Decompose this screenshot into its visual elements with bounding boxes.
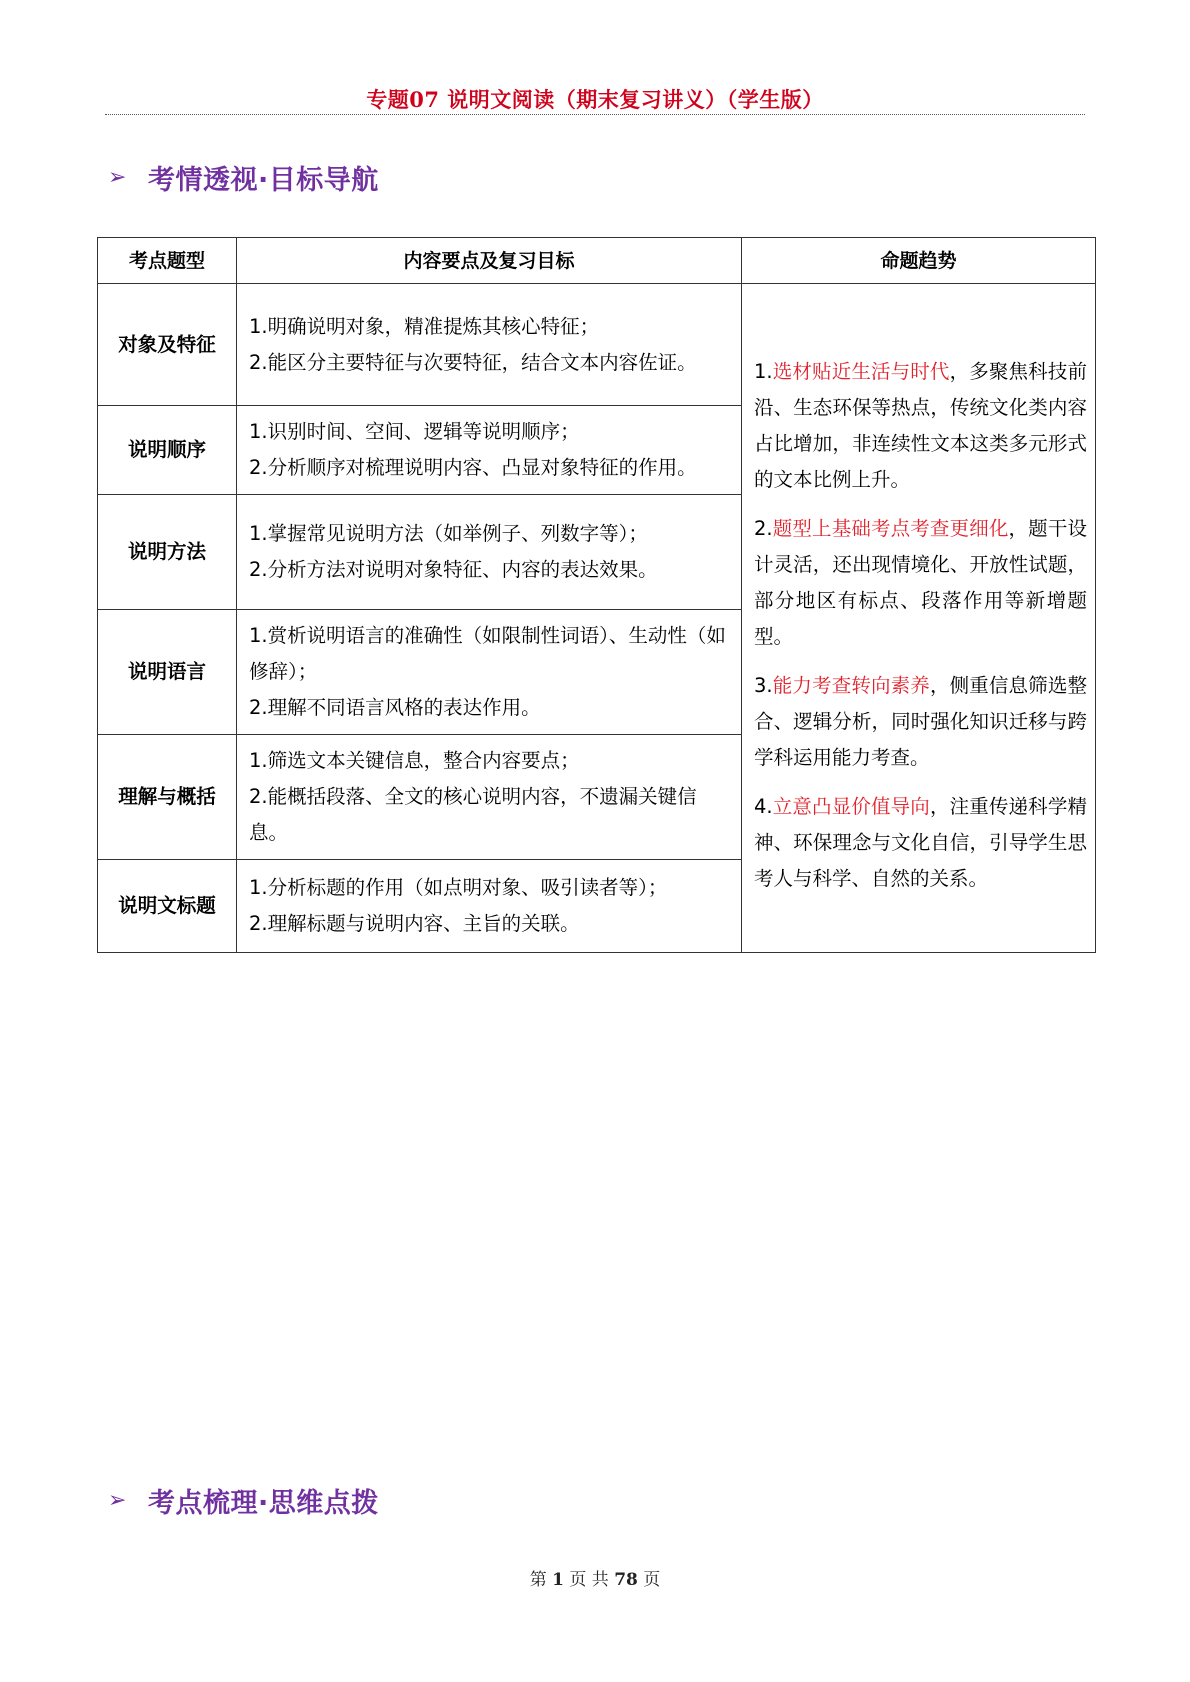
document-header (105, 84, 1085, 114)
section-title: 考情透视·目标导航 (148, 165, 379, 196)
type-cell: 对象及特征 (98, 284, 237, 406)
content-line: 1.明确说明对象，精准提炼其核心特征； (249, 314, 600, 338)
content-cell (237, 406, 742, 495)
trend-cell (742, 284, 1096, 953)
content-cell (237, 735, 742, 860)
content-cell (237, 610, 742, 735)
section-heading-exam-analysis (108, 158, 379, 197)
header-type: 考点题型 (98, 238, 237, 284)
exam-overview-table (97, 237, 1096, 953)
trend-highlight: 能力考查转向素养 (772, 674, 930, 697)
trend-highlight: 选材贴近生活与时代 (772, 360, 950, 383)
arrow-bullet-icon: ➢ (108, 165, 127, 190)
type-cell: 说明语言 (98, 610, 237, 735)
content-cell (237, 495, 742, 610)
section-title: 考点梳理·思维点拨 (148, 1488, 379, 1519)
page-footer: 第 1 页 共 78 页 (529, 1570, 661, 1590)
content-line: 2.分析顺序对梳理说明内容、凸显对象特征的作用。 (249, 456, 697, 479)
content-line: 1.掌握常见说明方法（如举例子、列数字等）； (249, 522, 648, 545)
type-cell: 说明顺序 (98, 406, 237, 495)
trend-highlight: 立意凸显价值导向 (772, 795, 930, 818)
header-trend: 命题趋势 (742, 238, 1096, 284)
type-cell: 说明方法 (98, 495, 237, 610)
content-cell (237, 284, 742, 406)
header-divider (105, 114, 1085, 115)
table-row (98, 284, 1096, 406)
content-line: 2.理解标题与说明内容、主旨的关联。 (249, 912, 580, 935)
content-line: 1.分析标题的作用（如点明对象、吸引读者等）； (249, 876, 668, 899)
content-line: 2.分析方法对说明对象特征、内容的表达效果。 (249, 558, 658, 581)
content-line: 1.筛选文本关键信息，整合内容要点； (249, 749, 580, 772)
table-header-row (98, 238, 1096, 284)
trend-highlight: 题型上基础考点考查更细化 (772, 517, 1009, 540)
content-line: 2.能概括段落、全文的核心说明内容，不遗漏关键信息。 (249, 785, 697, 844)
content-line: 1.识别时间、空间、逻辑等说明顺序； (249, 420, 580, 443)
content-line: 2.能区分主要特征与次要特征，结合文本内容佐证。 (249, 350, 697, 374)
header-content: 内容要点及复习目标 (237, 238, 742, 284)
trend-item: 3.能力考查转向素养，侧重信息筛选整合、逻辑分析，同时强化知识迁移与跨学科运用能力考查。 (754, 674, 1087, 769)
content-line: 1.赏析说明语言的准确性（如限制性词语）、生动性（如修辞）； (249, 624, 726, 683)
current-page-number: 1 (552, 1570, 564, 1590)
document-title: 专题07 说明文阅读（期末复习讲义）（学生版） (366, 87, 824, 112)
content-line: 2.理解不同语言风格的表达作用。 (249, 696, 541, 719)
type-cell: 理解与概括 (98, 735, 237, 860)
content-cell (237, 860, 742, 953)
trend-item: 1.选材贴近生活与时代，多聚焦科技前沿、生态环保等热点，传统文化类内容占比增加，非连续性文本这类多元形式的文本比例上升。 (754, 360, 1087, 491)
section-heading-key-points (108, 1481, 379, 1520)
trend-item: 2.题型上基础考点考查更细化，题干设计灵活，还出现情境化、开放性试题，部分地区有标点、段落作用等新增题型。 (754, 517, 1087, 648)
arrow-bullet-icon: ➢ (108, 1488, 127, 1513)
total-page-count: 78 (614, 1570, 638, 1590)
type-cell: 说明文标题 (98, 860, 237, 953)
trend-item: 4.立意凸显价值导向，注重传递科学精神、环保理念与文化自信，引导学生思考人与科学、自然的关系。 (754, 795, 1087, 890)
